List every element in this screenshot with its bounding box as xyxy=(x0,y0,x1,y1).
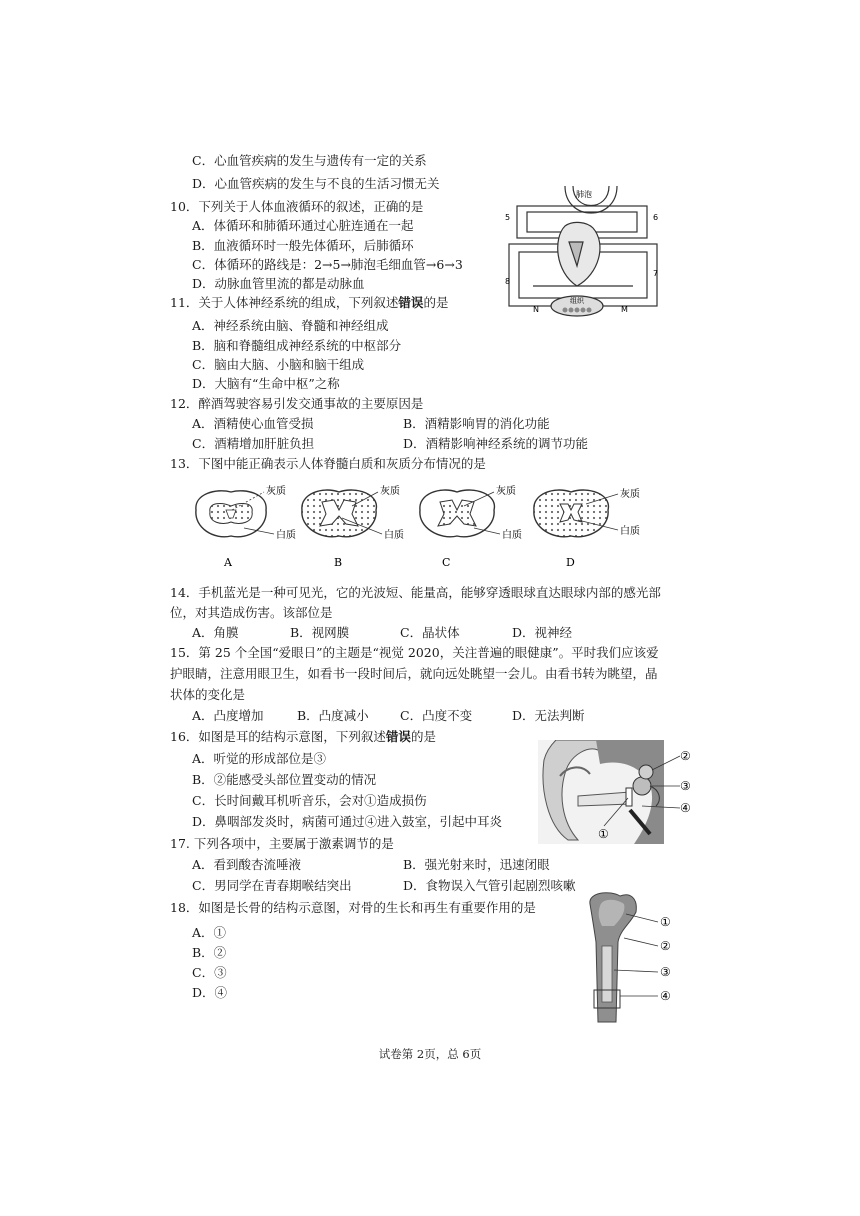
q10-option-d: D．动脉血管里流的都是动脉血 xyxy=(192,276,365,291)
q11-option-c: C．脑由大脑、小脑和脑干组成 xyxy=(192,357,365,372)
q18-option-d: D．④ xyxy=(192,985,228,1000)
label-gray-a: 灰质 xyxy=(266,486,286,497)
ear-diagram xyxy=(538,740,698,844)
q18-option-c: C．③ xyxy=(192,965,227,980)
q12-option-d: D．酒精影响神经系统的调节功能 xyxy=(403,436,589,451)
q16-stem-emphasis: 错误 xyxy=(385,729,411,744)
q16-option-c: C．长时间戴耳机听音乐，会对①造成损伤 xyxy=(192,793,427,808)
spinal-cord-figures xyxy=(186,480,656,572)
tissue-label: 组织 xyxy=(570,297,584,305)
letter-b: B xyxy=(334,556,343,569)
spinal-cord-a xyxy=(196,484,296,569)
q10-stem: 10．下列关于人体血液循环的叙述，正确的是 xyxy=(170,199,424,214)
q15-option-b: B．凸度减小 xyxy=(297,708,369,723)
q16-stem-text: 16．如图是耳的结构示意图，下列叙述 xyxy=(170,729,386,744)
spinal-cord-b xyxy=(302,484,404,569)
q10-option-a: A．体循环和肺循环通过心脏连通在一起 xyxy=(192,218,414,233)
label-white-a: 白质 xyxy=(276,530,296,541)
bone-label-2: ② xyxy=(660,939,671,953)
label-white-b: 白质 xyxy=(384,530,404,541)
q9-option-d: D．心血管疾病的发生与不良的生活习惯无关 xyxy=(192,176,440,191)
q16-option-a: A．听觉的形成部位是③ xyxy=(192,751,327,766)
q10-option-c: C．体循环的路线是：2→5→肺泡毛细血管→6→3 xyxy=(192,257,463,272)
q18-stem: 18．如图是长骨的结构示意图，对骨的生长和再生有重要作用的是 xyxy=(170,900,536,915)
lung-label: 肺泡 xyxy=(576,190,592,199)
q11-option-b: B．脑和脊髓组成神经系统的中枢部分 xyxy=(192,338,402,353)
q12-option-c: C．酒精增加肝脏负担 xyxy=(192,436,315,451)
long-bone-diagram xyxy=(580,890,704,1028)
ear-label-2: ② xyxy=(680,749,691,763)
label-gray-b: 灰质 xyxy=(380,486,400,497)
bone-label-1: ① xyxy=(660,915,671,929)
q16-stem-end: 的是 xyxy=(410,729,436,744)
q11-stem-emphasis: 错误 xyxy=(398,295,424,310)
q14-line-2: 位，对其造成伤害。该部位是 xyxy=(170,605,333,620)
spinal-cord-c xyxy=(420,484,522,569)
label-6: 6 xyxy=(653,213,659,222)
q18-option-b: B．② xyxy=(192,945,227,960)
q11-stem-text: 11．关于人体神经系统的组成，下列叙述 xyxy=(170,295,399,310)
q17-option-d: D．食物误入气管引起剧烈咳嗽 xyxy=(403,878,576,893)
q12-stem: 12．醉酒驾驶容易引发交通事故的主要原因是 xyxy=(170,396,424,411)
q16-option-b: B．②能感受头部位置变动的情况 xyxy=(192,772,377,787)
q17-stem: 17. 下列各项中，主要属于激素调节的是 xyxy=(170,836,394,851)
q11-option-a: A．神经系统由脑、脊髓和神经组成 xyxy=(192,318,389,333)
circulation-diagram xyxy=(503,182,663,320)
q12-option-b: B．酒精影响胃的消化功能 xyxy=(403,416,550,431)
q11-option-d: D．大脑有“生命中枢”之称 xyxy=(192,376,340,391)
q17-option-a: A．看到酸杏流唾液 xyxy=(192,857,302,872)
q16-stem xyxy=(170,729,436,745)
q14-option-a: A．角膜 xyxy=(192,625,239,640)
q11-stem-end: 的是 xyxy=(423,295,449,310)
q15-option-a: A．凸度增加 xyxy=(192,708,264,723)
label-white-c: 白质 xyxy=(502,530,522,541)
q16-option-d: D．鼻咽部发炎时，病菌可通过④进入鼓室，引起中耳炎 xyxy=(192,814,503,829)
label-7: 7 xyxy=(653,269,659,278)
label-gray-c: 灰质 xyxy=(496,486,516,497)
label-m: M xyxy=(621,305,628,314)
q17-option-c: C．男同学在青春期喉结突出 xyxy=(192,878,352,893)
letter-a: A xyxy=(224,556,232,569)
ear-label-4: ④ xyxy=(680,801,691,815)
label-8: 8 xyxy=(505,277,511,286)
q14-option-c: C．晶状体 xyxy=(400,625,460,640)
q17-option-b: B．强光射来时，迅速闭眼 xyxy=(403,857,550,872)
q15-line-3: 状体的变化是 xyxy=(170,687,246,702)
q14-option-b: B．视网膜 xyxy=(290,625,350,640)
bone-label-4: ④ xyxy=(660,989,671,1003)
bone-label-3: ③ xyxy=(660,965,671,979)
page-footer: 试卷第 2页，总 6页 xyxy=(378,1047,482,1061)
q15-line-2: 护眼睛，注意用眼卫生，如看书一段时间后，就向远处眺望一会儿。由看书转为眺望，晶 xyxy=(170,666,658,681)
q15-option-d: D．无法判断 xyxy=(512,708,585,723)
q14-line-1: 14．手机蓝光是一种可见光，它的光波短、能量高，能够穿透眼球直达眼球内部的感光部 xyxy=(170,585,661,600)
q14-option-d: D．视神经 xyxy=(512,625,573,640)
ear-label-1: ① xyxy=(598,827,609,841)
q18-option-a: A．① xyxy=(192,925,227,940)
letter-c: C xyxy=(442,556,451,569)
label-gray-d: 灰质 xyxy=(620,489,640,500)
q15-line-1: 15．第 25 个全国“爱眼日”的主题是“视觉 2020，关注普遍的眼健康”。平时我们应该爱 xyxy=(170,645,659,660)
label-5: 5 xyxy=(505,213,511,222)
letter-d: D xyxy=(566,556,575,569)
ear-label-3: ③ xyxy=(680,779,691,793)
q10-option-b: B．血液循环时一般先体循环，后肺循环 xyxy=(192,238,414,253)
q11-stem xyxy=(170,295,448,311)
q13-stem: 13．下图中能正确表示人体脊髓白质和灰质分布情况的是 xyxy=(170,456,486,471)
q9-option-c: C．心血管疾病的发生与遗传有一定的关系 xyxy=(192,153,427,168)
q15-option-c: C．凸度不变 xyxy=(400,708,473,723)
label-white-d: 白质 xyxy=(620,526,640,537)
q12-option-a: A．酒精使心血管受损 xyxy=(192,416,314,431)
label-n: N xyxy=(533,305,539,314)
spinal-cord-d xyxy=(534,487,640,569)
